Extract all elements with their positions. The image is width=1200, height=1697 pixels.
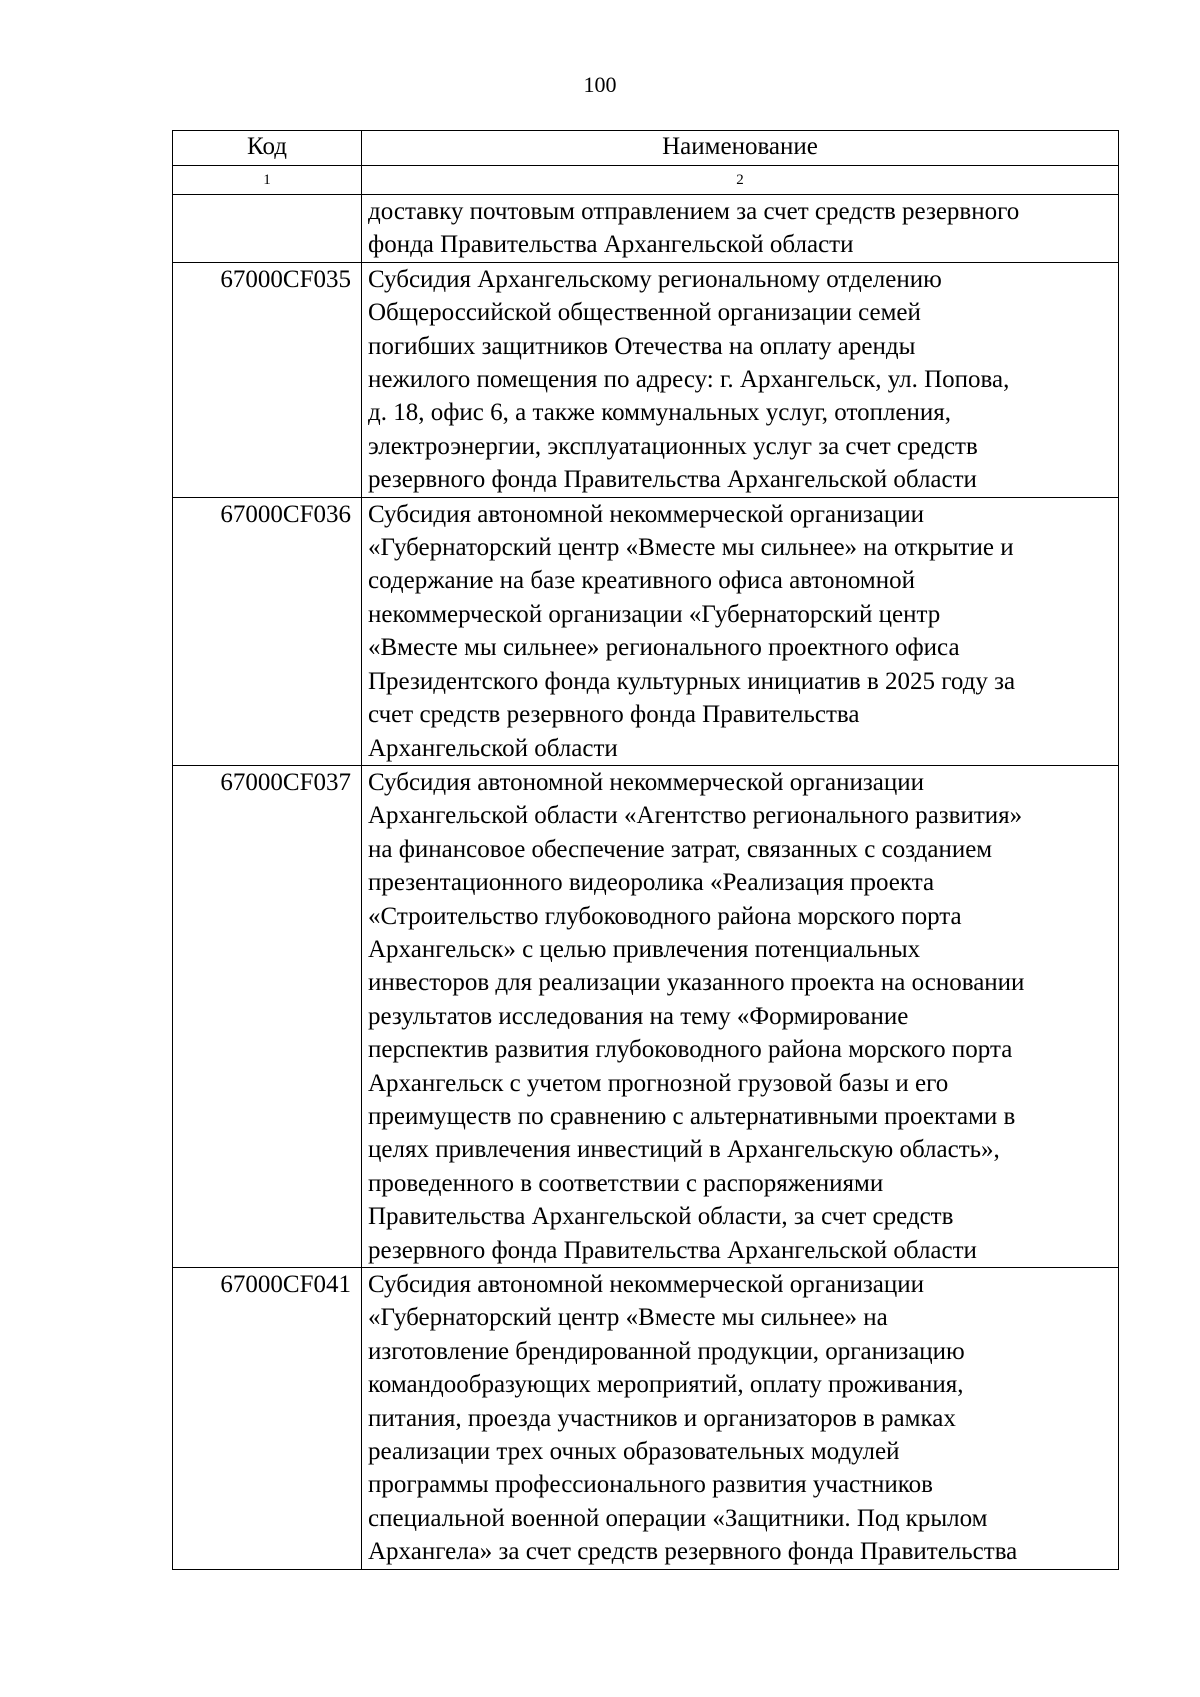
name-line: Президентского фонда культурных инициатив в 2025 году за [368, 667, 1016, 695]
table-header-row [173, 131, 1119, 166]
row-code: 67000CF041 [173, 1268, 362, 1570]
table-row [173, 195, 1119, 263]
budget-code-table [172, 130, 1119, 1570]
name-line: перспектив развития глубоководного района морского порта [368, 1036, 1013, 1064]
column-number-row [173, 166, 1119, 195]
page-number: 100 [583, 72, 617, 97]
name-line: резервного фонда Правительства Архангельской области [368, 466, 977, 494]
name-line: содержание на базе креативного офиса автономной [368, 567, 915, 595]
name-line: целях привлечения инвестиций в Архангельскую область», [368, 1136, 1000, 1164]
name-line: изготовление брендированной продукции, организацию [368, 1337, 965, 1365]
name-line: реализации трех очных образовательных модулей [368, 1438, 900, 1466]
name-line: Субсидия автономной некоммерческой организации [368, 1271, 924, 1298]
name-line: на финансовое обеспечение затрат, связанных с созданием [368, 835, 993, 863]
row-name [362, 1268, 1119, 1570]
table-row [173, 765, 1119, 1267]
row-name [362, 497, 1119, 765]
name-line: Архангельск с учетом прогнозной грузовой базы и его [368, 1069, 949, 1097]
column-number-1: 1 [173, 166, 362, 195]
name-line: некоммерческой организации «Губернаторский центр [368, 600, 941, 628]
name-line: питания, проезда участников и организаторов в рамках [368, 1404, 956, 1432]
name-line: Архангельск» с целью привлечения потенциальных [368, 935, 921, 963]
name-line: презентационного видеоролика «Реализация проекта [368, 869, 935, 897]
name-line: специальной военной операции «Защитники. Под крылом [368, 1504, 988, 1532]
name-line: «Вместе мы сильнее» регионального проектного офиса [368, 634, 960, 662]
name-line: Архангельской области «Агентство регионального развития» [368, 802, 1023, 830]
name-line: Архангельской области [368, 734, 618, 762]
row-name [362, 262, 1119, 497]
name-line: фонда Правительства Архангельской области [368, 231, 854, 259]
name-line: «Губернаторский центр «Вместе мы сильнее» на [368, 1304, 888, 1332]
name-line: Субсидия автономной некоммерческой организации [368, 768, 924, 796]
name-line: проведенного в соответствии с распоряжениями [368, 1169, 884, 1197]
name-line: Общероссийской общественной организации семей [368, 299, 921, 327]
name-line: д. 18, офис 6, а также коммунальных услуг, отопления, [368, 399, 952, 427]
table-row [173, 262, 1119, 497]
name-line: Правительства Архангельской области, за счет средств [368, 1203, 954, 1231]
header-name: Наименование [362, 131, 1119, 166]
row-code: 67000CF037 [173, 765, 362, 1267]
name-line: результатов исследования на тему «Формирование [368, 1002, 909, 1030]
name-line: счет средств резервного фонда Правительства [368, 701, 860, 729]
name-line: резервного фонда Правительства Архангельской области [368, 1236, 977, 1264]
row-code [173, 195, 362, 263]
name-line: Субсидия Архангельскому региональному отделению [368, 265, 942, 293]
name-line: командообразующих мероприятий, оплату проживания, [368, 1371, 964, 1399]
name-line: преимуществ по сравнению с альтернативными проектами в [368, 1102, 1016, 1130]
row-name [362, 195, 1119, 263]
row-code: 67000CF036 [173, 497, 362, 765]
name-line: «Губернаторский центр «Вместе мы сильнее» на открытие и [368, 534, 1014, 562]
name-line: «Строительство глубоководного района морского порта [368, 902, 962, 930]
column-number-2: 2 [362, 166, 1119, 195]
name-line: погибших защитников Отечества на оплату аренды [368, 332, 916, 360]
name-line: нежилого помещения по адресу: г. Архангельск, ул. Попова, [368, 366, 1010, 394]
row-code: 67000CF035 [173, 262, 362, 497]
table-row [173, 1268, 1119, 1570]
name-line: инвесторов для реализации указанного проекта на основании [368, 969, 1025, 997]
name-line: программы профессионального развития участников [368, 1471, 933, 1499]
name-line: Архангела» за счет средств резервного фонда Правительства [368, 1538, 1018, 1566]
name-line: доставку почтовым отправлением за счет средств резервного [368, 198, 1020, 225]
row-name [362, 765, 1119, 1267]
header-code: Код [173, 131, 362, 166]
table-row [173, 497, 1119, 765]
name-line: электроэнергии, эксплуатационных услуг за счет средств [368, 432, 978, 460]
name-line: Субсидия автономной некоммерческой организации [368, 500, 924, 528]
